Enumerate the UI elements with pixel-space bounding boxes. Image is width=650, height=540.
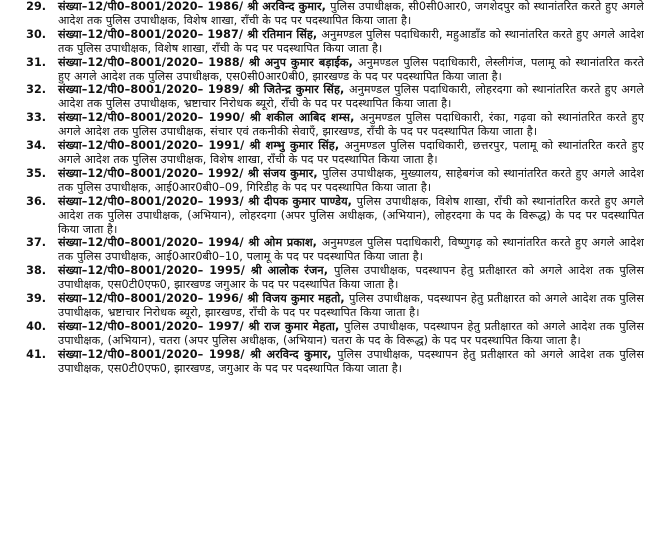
posting-details: अनुमण्डल पुलिस पदाधिकारी, लोहरदगा को स्थानांतरित करते हुए अगले आदेश तक पुलिस उपाधीक्षक, भ्रष्टाचार निरोधक ब्यूरो, राँची के पद पर पदस्थापित किया जाता है। [58, 83, 644, 111]
posting-details: पुलिस उपाधीक्षक, पदस्थापन हेतु प्रतीक्षारत को अगले आदेश तक पुलिस उपाधीक्षक, एस0टी0एफ0, झारखण्ड, जगुआर के पद पर पदस्थापित किया जाता है। [58, 347, 645, 375]
entry-number: 41. [26, 347, 46, 361]
order-entry [0, 348, 644, 376]
entry-number: 39. [26, 292, 46, 306]
order-reference: संख्या–12/पी0–8001/2020– 1987/ [58, 27, 244, 41]
posting-details: पुलिस उपाधीक्षक, पदस्थापन हेतु प्रतीक्षारत को अगले आदेश तक पुलिस उपाधीक्षक, भ्रष्टाचार निरोधक ब्यूरो, झारखण्ड, राँची के पद पर पदस्थापित किया जाता है। [58, 292, 644, 319]
officer-name: श्री राज कुमार मेहता, [248, 319, 340, 333]
posting-details: अनुमण्डल पुलिस पदाधिकारी, छत्तरपुर, पलामू को स्थानांतरित करते हुए अगले आदेश तक पुलिस उपाधीक्षक, विशेष शाखा, राँची के पद पर पदस्थापित किया जाता है। [58, 139, 645, 166]
entry-body [58, 236, 644, 264]
order-entry [0, 264, 644, 292]
entry-number: 32. [26, 83, 46, 97]
posting-details: अनुमण्डल पुलिस पदाधिकारी, लेस्लीगंज, पलामू को स्थानांतरित करते हुए अगले आदेश तक पुलिस उपाधीक्षक, एस0सी0आर0बी0, झारखण्ड के पद पर पदस्थापित किया जाता है। [58, 55, 644, 83]
officer-name: श्री संजय कुमार, [247, 166, 318, 180]
order-entry [0, 167, 644, 195]
entry-body [58, 348, 644, 376]
officer-name: श्री दीपक कुमार पाण्डेय, [248, 194, 353, 208]
order-reference: संख्या–12/पी0–8001/2020– 1993/ [58, 194, 244, 208]
entry-number: 38. [26, 264, 46, 278]
entry-body [58, 56, 644, 84]
posting-details: पुलिस उपाधीक्षक, पदस्थापन हेतु प्रतीक्षारत को अगले आदेश तक पुलिस उपाधीक्षक, (अभियान), चतरा (अपर पुलिस अधीक्षक, (अभियान) चतरा के पद के विरूद्ध) के पद पर पदस्थापित किया जाता है। [58, 319, 644, 347]
order-entry [0, 28, 644, 56]
order-reference: संख्या–12/पी0–8001/2020– 1996/ [58, 292, 244, 306]
officer-name: श्री विजय कुमार महतो, [247, 292, 345, 306]
order-entry [0, 0, 644, 28]
posting-details: पुलिस उपाधीक्षक, पदस्थापन हेतु प्रतीक्षारत को अगले आदेश तक पुलिस उपाधीक्षक, एस0टी0एफ0, झारखण्ड जगुआर के पद पर पदस्थापित किया जाता है। [58, 264, 645, 292]
officer-name: श्री अरविन्द कुमार, [247, 0, 327, 13]
entry-number: 33. [26, 111, 46, 125]
entry-number: 30. [26, 27, 46, 41]
order-reference: संख्या–12/पी0–8001/2020– 1994/ [58, 236, 244, 250]
posting-details: पुलिस उपाधीक्षक, सी0सी0आर0, जगशेदपुर को स्थानांतरित करते हुए अगले आदेश तक पुलिस उपाधीक्षक, विशेष शाखा, राँची के पद पर पदस्थापित किया जाता है। [58, 0, 644, 27]
officer-name: श्री शकील आबिद शम्स, [249, 111, 355, 125]
entry-number: 34. [26, 139, 46, 153]
order-reference: संख्या–12/पी0–8001/2020– 1986/ [58, 0, 244, 13]
order-entry [0, 139, 644, 167]
officer-name: श्री आलोक रंजन, [250, 264, 329, 278]
order-reference: संख्या–12/पी0–8001/2020– 1988/ [58, 55, 244, 69]
entry-number: 40. [26, 319, 46, 333]
entry-number: 29. [26, 0, 46, 13]
entry-body [58, 139, 644, 167]
posting-details: पुलिस उपाधीक्षक, मुख्यालय, साहेबगंज को स्थानांतरित करते हुए अगले आदेश तक पुलिस उपाधीक्षक, आई0आर0बी0–09, गिरिडीह के पद पर पदस्थापित किया जाता है। [58, 166, 645, 194]
entry-body [58, 320, 644, 348]
entry-number: 36. [26, 194, 46, 208]
entry-body [58, 167, 644, 195]
officer-name: श्री रतिमान सिंह, [247, 27, 318, 41]
order-entry [0, 83, 644, 111]
entry-body [58, 83, 644, 111]
posting-details: पुलिस उपाधीक्षक, विशेष शाखा, राँची को स्थानांतरित करते हुए अगले आदेश तक पुलिस उपाधीक्षक, (अभियान), लोहरदगा (अपर पुलिस अधीक्षक, (अभियान), लोहरदगा के पद के विरूद्ध) के पद पर पदस्थापित किया जाता है। [58, 194, 644, 236]
order-reference: संख्या–12/पी0–8001/2020– 1991/ [58, 139, 245, 153]
posting-details: अनुमण्डल पुलिस पदाधिकारी, महुआडाँड को स्थानांतरित करते हुए अगले आदेश तक पुलिस उपाधीक्षक, विशेष शाखा, राँची के पद पर पदस्थापित किया जाता है। [58, 27, 644, 55]
order-reference: संख्या–12/पी0–8001/2020– 1990/ [58, 111, 245, 125]
order-reference: संख्या–12/पी0–8001/2020– 1989/ [58, 83, 244, 97]
order-reference: संख्या–12/पी0–8001/2020– 1992/ [58, 166, 244, 180]
officer-name: श्री अनुप कुमार बड़ाईक, [248, 55, 353, 69]
entry-body [58, 264, 644, 292]
officer-name: श्री ओम प्रकाश, [248, 236, 318, 250]
order-entry [0, 195, 644, 237]
entry-body [58, 0, 644, 28]
order-entry [0, 111, 644, 139]
entry-body [58, 195, 644, 237]
order-entry [0, 320, 644, 348]
order-entry [0, 236, 644, 264]
posting-details: अनुमण्डल पुलिस पदाधिकारी, विष्णुगढ़ को स्थानांतरित करते हुए अगले आदेश तक पुलिस उपाधीक्षक, आई0आर0बी0–10, पलामू के पद पर पदस्थापित किया जाता है। [58, 236, 644, 264]
officer-name: श्री जितेन्द्र कुमार सिंह, [248, 83, 345, 97]
entry-number: 31. [26, 55, 46, 69]
officer-name: श्री शम्भु कुमार सिंह, [249, 139, 340, 153]
entry-body [58, 292, 644, 320]
entry-number: 37. [26, 236, 46, 250]
order-reference: संख्या–12/पी0–8001/2020– 1995/ [58, 264, 245, 278]
order-reference: संख्या–12/पी0–8001/2020– 1997/ [58, 319, 244, 333]
entry-number: 35. [26, 166, 46, 180]
officer-name: श्री अरविन्द कुमार, [250, 347, 332, 361]
order-entry [0, 56, 644, 84]
posting-details: अनुमण्डल पुलिस पदाधिकारी, रंका, गढ़वा को स्थानांतरित करते हुए अगले आदेश तक पुलिस उपाधीक्षक, संचार एवं तकनीकी सेवाएँ, झारखण्ड, राँची के पद पर पदस्थापित किया जाता है। [58, 111, 644, 139]
order-entry [0, 292, 644, 320]
entry-body [58, 28, 644, 56]
order-reference: संख्या–12/पी0–8001/2020– 1998/ [58, 347, 245, 361]
entry-body [58, 111, 644, 139]
